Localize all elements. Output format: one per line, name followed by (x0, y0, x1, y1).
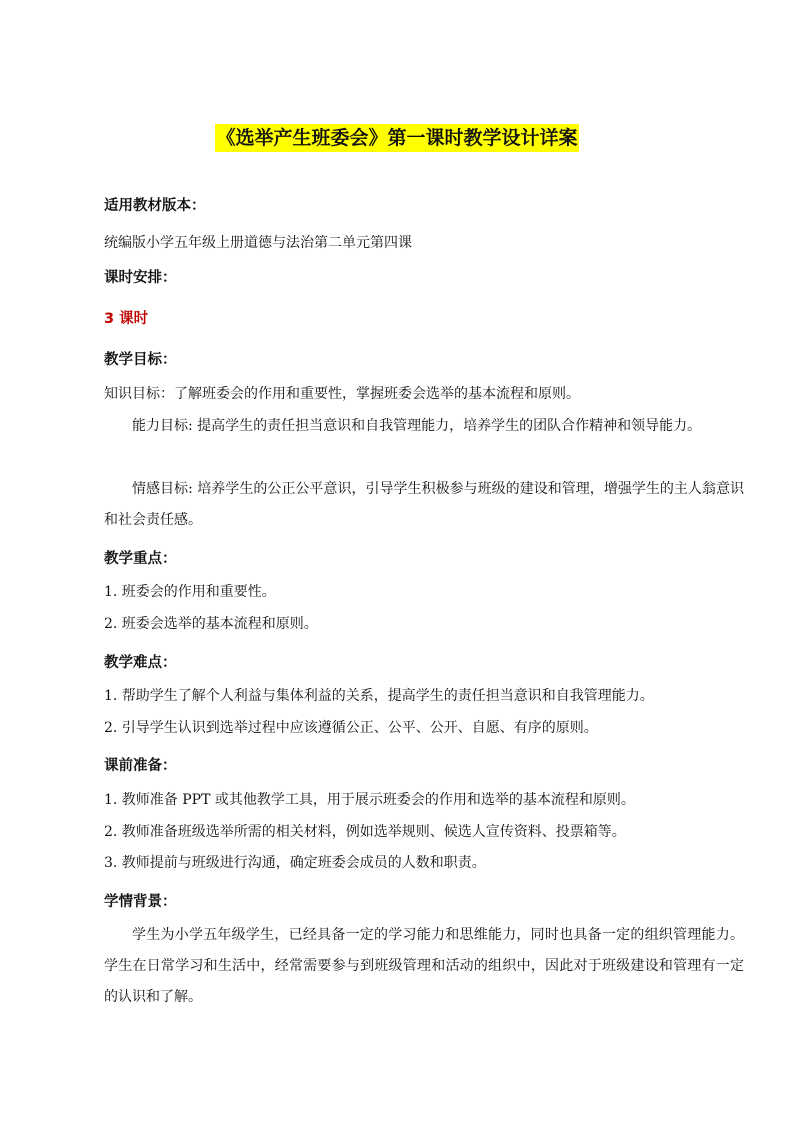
heading-difficulties: 教学难点： (104, 655, 177, 671)
objective-knowledge: 知识目标：了解班委会的作用和重要性，掌握班委会选举的基本流程和原则。 (104, 386, 580, 402)
background-text: 学生为小学五年级学生，已经具备一定的学习能力和思维能力，同时也具备一定的组织管理能力。学生在日常学习和生活中，经常需要参与到班级管理和活动的组织中，因此对于班级建设和管理有一定的认识和了解。 (104, 927, 744, 1005)
document-title: 《选举产生班委会》第一课时教学设计详案 (215, 124, 578, 152)
heading-schedule: 课时安排： (104, 270, 177, 286)
heading-key-points: 教学重点： (104, 551, 177, 567)
schedule-value: 3 课时 (104, 311, 149, 327)
title-container (0, 124, 794, 152)
preparation-item: 3. 教师提前与班级进行沟通，确定班委会成员的人数和职责。 (104, 855, 486, 871)
key-point-item: 2. 班委会选举的基本流程和原则。 (104, 616, 318, 632)
preparation-item: 1. 教师准备 PPT 或其他教学工具，用于展示班委会的作用和选举的基本流程和原则。 (104, 792, 635, 808)
difficulty-item: 1. 帮助学生了解个人利益与集体利益的关系，提高学生的责任担当意识和自我管理能力。 (104, 688, 654, 704)
difficulty-item: 2. 引导学生认识到选举过程中应该遵循公正、公平、公开、自愿、有序的原则。 (104, 720, 598, 736)
objective-ability: 能力目标: 提高学生的责任担当意识和自我管理能力，培养学生的团队合作精神和领导能力。 (132, 418, 702, 434)
edition-text: 统编版小学五年级上册道德与法治第二单元第四课 (104, 235, 412, 251)
heading-preparation: 课前准备： (104, 758, 177, 774)
heading-edition: 适用教材版本： (104, 198, 206, 214)
preparation-item: 2. 教师准备班级选举所需的相关材料，例如选举规则、候选人宣传资料、投票箱等。 (104, 824, 626, 840)
heading-objectives: 教学目标： (104, 352, 177, 368)
key-point-item: 1. 班委会的作用和重要性。 (104, 584, 276, 600)
objective-emotion: 情感目标: 培养学生的公正公平意识，引导学生积极参与班级的建设和管理，增强学生的主人翁意识和社会责任感。 (104, 481, 744, 528)
heading-background: 学情背景： (104, 894, 177, 910)
